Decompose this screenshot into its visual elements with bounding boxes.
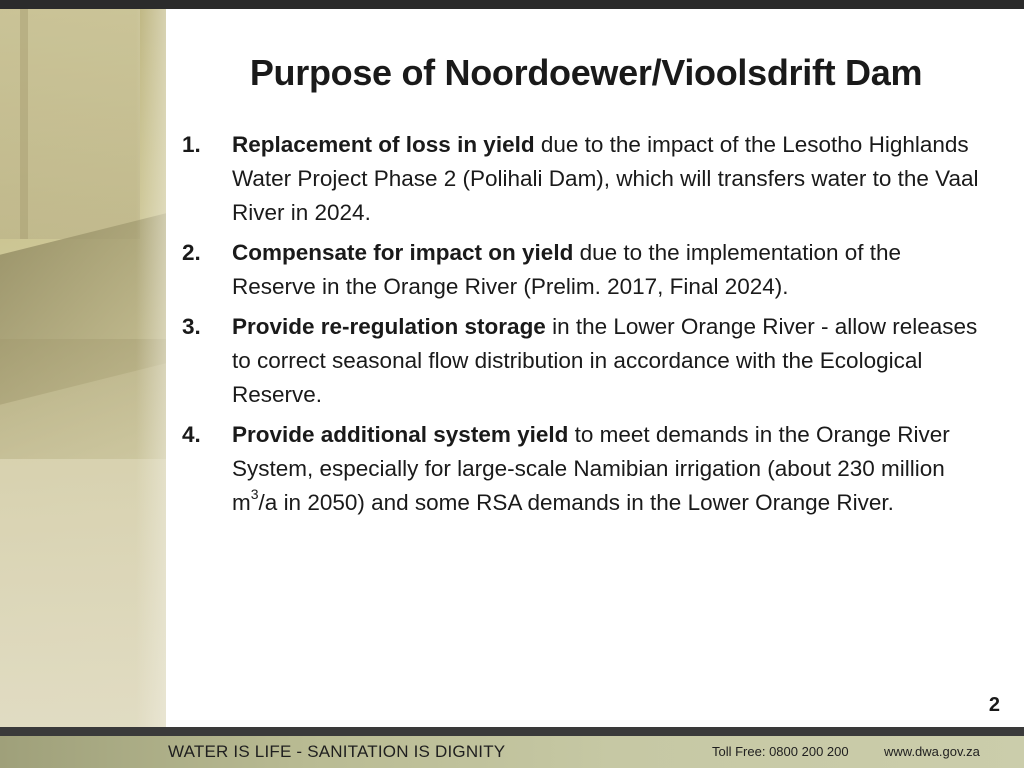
list-item xyxy=(182,128,982,230)
purpose-list xyxy=(182,128,982,526)
list-item-text: due to the impact of the Lesotho Highlands Water Project Phase 2 (Polihali Dam), which will transfers water to the Vaal River in 2024. xyxy=(232,132,979,225)
superscript-three: 3 xyxy=(250,485,259,502)
photo-wall-edge xyxy=(20,9,28,239)
footer-toll-free: Toll Free: 0800 200 200 xyxy=(712,744,849,759)
dam-photo-sidebar xyxy=(0,9,166,727)
list-item-number: 4. xyxy=(182,422,201,447)
list-item-number: 1. xyxy=(182,132,201,157)
list-item-heading: Provide re-regulation storage xyxy=(232,314,546,339)
list-item-text: to meet demands in the Orange River System, especially for large-scale Namibian irrigation (about 230 million m xyxy=(232,422,950,515)
list-item-text-continued: /a in 2050) and some RSA demands in the Lower Orange River. xyxy=(258,490,894,515)
top-border xyxy=(0,0,1024,9)
list-item-heading: Compensate for impact on yield xyxy=(232,240,574,265)
list-item xyxy=(182,236,982,304)
list-item-text: in the Lower Orange River - allow releases to correct seasonal flow distribution in accordance with the Ecological Reserve. xyxy=(232,314,978,407)
footer-border xyxy=(0,727,1024,736)
list-item-heading: Provide additional system yield xyxy=(232,422,569,447)
list-item xyxy=(182,418,982,520)
list-item-number: 2. xyxy=(182,240,201,265)
footer-slogan: WATER IS LIFE - SANITATION IS DIGNITY xyxy=(168,742,506,761)
slide-title: Purpose of Noordoewer/Vioolsdrift Dam xyxy=(249,52,923,93)
footer xyxy=(0,736,1024,768)
list-item-heading: Replacement of loss in yield xyxy=(232,132,535,157)
list-item xyxy=(182,310,982,412)
list-item-number: 3. xyxy=(182,314,201,339)
photo-fade-edge xyxy=(136,9,166,727)
list-item-text: due to the implementation of the Reserve in the Orange River (Prelim. 2017, Final 2024). xyxy=(232,240,902,299)
page-number: 2 xyxy=(988,694,1000,716)
footer-website-link[interactable]: www.dwa.gov.za xyxy=(884,744,980,759)
